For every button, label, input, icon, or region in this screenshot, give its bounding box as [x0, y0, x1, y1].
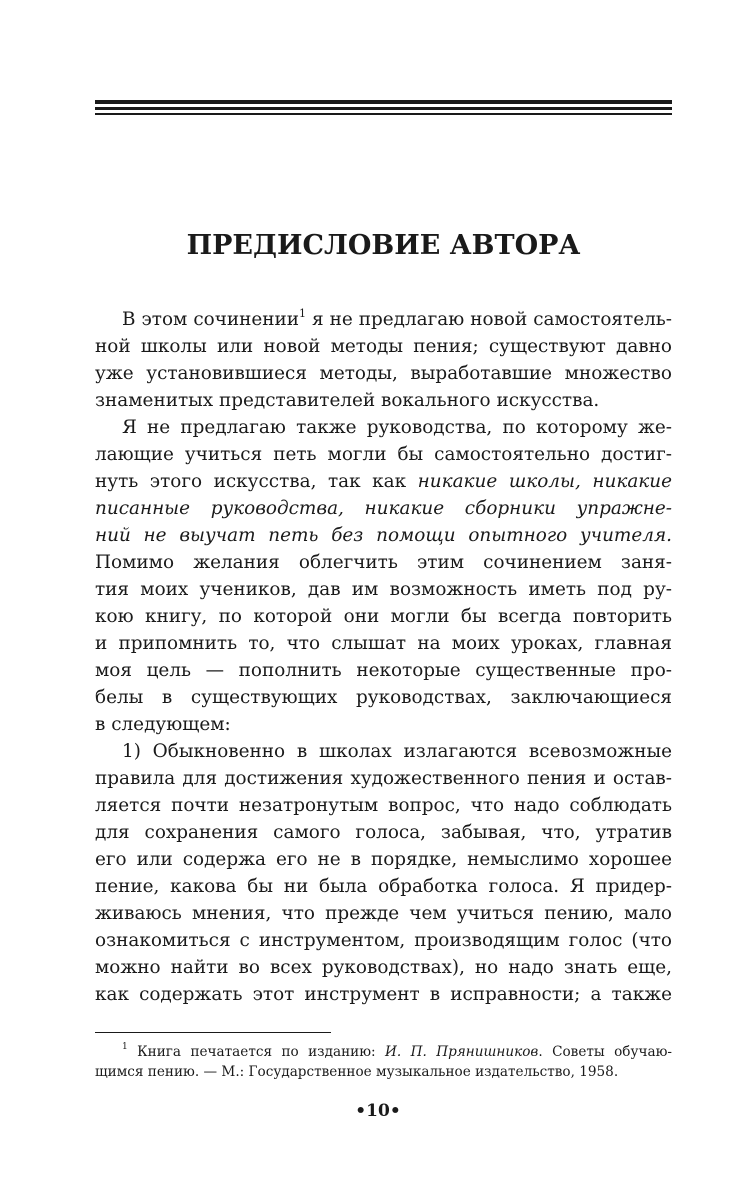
paragraph-3-line: для сохранения самого голоса, забывая, что, утратив [95, 822, 672, 843]
paragraph-1-line: знаменитых представителей вокального искусства. [95, 390, 600, 411]
paragraph-3-line: ознакомиться с инструментом, производящим голос (что [95, 930, 672, 951]
emphasis-text: никакие школы, никакие [417, 471, 672, 492]
paragraph-3-line: ляется почти незатронутым вопрос, что надо соблюдать [95, 795, 672, 816]
paragraph-2-line: тия моих учеников, дав им возможность иметь под ру- [95, 579, 672, 600]
paragraph-3-line: можно найти во всех руководствах), но надо знать еще, [95, 957, 672, 978]
paragraph-3-line: правила для достижения художественного пения и остав- [95, 768, 672, 789]
header-rule-thick [95, 100, 672, 104]
paragraph-1-line: уже установившиеся методы, выработавшие множество [95, 363, 672, 384]
paragraph-2-line: нуть этого искусства, так как никакие школы, никакие [95, 471, 672, 492]
body-text [95, 306, 672, 1008]
paragraph-2-line [95, 522, 672, 549]
emphasis-text: ний не выучат петь без помощи опытного учителя. [95, 525, 672, 546]
paragraph-2-line: лающие учиться петь могли бы самостоятельно достиг- [95, 444, 672, 465]
chapter-title: ПРЕДИСЛОВИЕ АВТОРА [186, 230, 581, 261]
paragraph-1-line: ной школы или новой методы пения; существуют давно [95, 336, 672, 357]
paragraph-3-line: его или содержа его не в порядке, немыслимо хорошее [95, 849, 672, 870]
paragraph-3-line: пение, какова бы ни была обработка голоса. Я придер- [95, 876, 672, 897]
paragraph-2-line: в следующем: [95, 714, 231, 735]
paragraph-2-line: Помимо желания облегчить этим сочинением заня- [95, 552, 672, 573]
paragraph-3-line: как содержать этот инструмент в исправности; а также [95, 984, 672, 1005]
footnote-line: щимся пению. — М.: Государственное музыкальное издательство, 1958. [95, 1064, 619, 1080]
paragraph-2-line [95, 495, 672, 522]
header-rule-middle [95, 107, 672, 110]
paragraph-3-line: живаюсь мнения, что прежде чем учиться пению, мало [95, 903, 672, 924]
header-rule-thin [95, 113, 672, 115]
paragraph-2-line: моя цель — пополнить некоторые существенные про- [95, 660, 672, 681]
footnote-marker: 1 [122, 1042, 128, 1052]
paragraph-2-line: и припомнить то, что слышат на моих уроках, главная [95, 633, 672, 654]
footnote-line: $^1$ Книга печатается по изданию: И. П. Прянишников. Советы обучаю- [122, 1042, 673, 1060]
emphasis-text: писанные руководства, никакие сборники упражне- [95, 498, 672, 519]
paragraph-2-line: белы в существующих руководствах, заключающиеся [95, 687, 672, 708]
footnote [95, 1042, 672, 1082]
paragraph-3-line: 1) Обыкновенно в школах излагаются всевозможные [122, 741, 672, 762]
paragraph-2-line: Я не предлагаю также руководства, по которому же- [122, 417, 672, 438]
footnote-author: И. П. Прянишников [385, 1044, 539, 1060]
paragraph-2-line: кою книгу, по которой они могли бы всегда повторить [95, 606, 672, 627]
footnote-divider [95, 1032, 331, 1033]
page-number: •10• [355, 1101, 401, 1121]
footnote-reference[interactable]: 1 [299, 307, 307, 320]
paragraph-1-line: В этом сочинении$^1$ я не предлагаю новой самостоятель- [122, 307, 672, 330]
